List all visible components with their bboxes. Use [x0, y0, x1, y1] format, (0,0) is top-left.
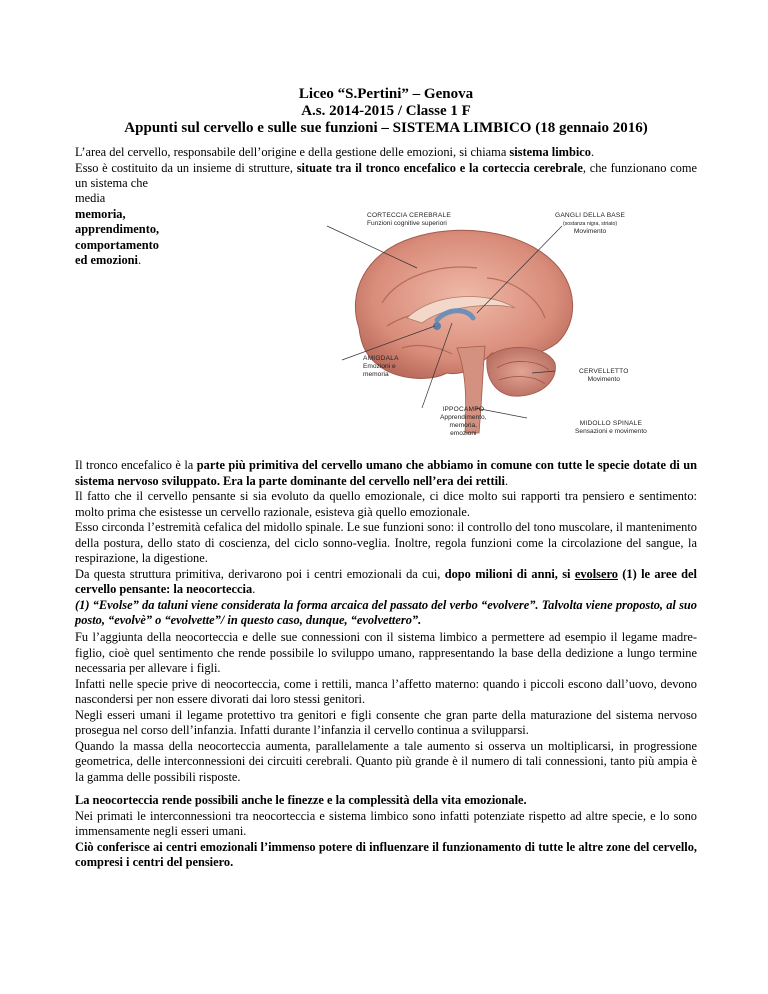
section-vita-emozionale — [75, 793, 697, 871]
paragraph-10: Nei primati le interconnessioni tra neocorteccia e sistema limbico sono infatti potenziate rispetto ad altre specie, e lo sono immensamente negli esseri umani. — [75, 808, 697, 838]
paragraph-11: Ciò conferisce ai centri emozionali l’immenso potere di influenzare il funzionamento di tutte le altre zone del cervello, compresi i centri del pensiero. — [75, 839, 697, 869]
label-corteccia: CORTECCIA CEREBRALE Funzioni cognitive superiori — [367, 212, 451, 227]
section-neocorteccia — [75, 630, 697, 785]
label-cervelletto: CERVELLETTO Movimento — [579, 368, 629, 383]
label-amigdala: AMIGDALA Emozioni e memoria — [363, 355, 399, 378]
intro-sentence-2: Esso è costituito da un insieme di strutture, situate tra il tronco encefalico e la corteccia cerebrale, che funzionano come un sistema che — [75, 160, 697, 190]
functions-list — [75, 191, 195, 269]
label-ippocampo: IPPOCAMPO Apprendimento, memoria, emozioni — [440, 406, 487, 437]
school-title: Liceo “S.Pertini” – Genova — [298, 86, 474, 102]
intro-sentence-1: L’area del cervello, responsabile dell’origine e della gestione delle emozioni, si chiama sistema limbico. — [75, 145, 595, 159]
footnote: (1) “Evolse” da taluni viene considerata la forma arcaica del passato del verbo “evolvere”. Talvolta viene proposto, al suo posto, “evolvè” o “evolvette”/ in questo caso, dunque, “evolvettero”. — [75, 597, 697, 627]
media-word: media — [75, 191, 106, 205]
class-title: A.s. 2014-2015 / Classe 1 F — [301, 103, 471, 119]
paragraph-6: Infatti nelle specie prive di neocorteccia, come i rettili, manca l’affetto materno: quando i piccoli escono dall’uovo, devono nascondersi per non essere divorati dai loro stessi genitori. — [75, 676, 697, 706]
label-gangli: GANGLI DELLA BASE (sostanza nigra, striato) Movimento — [555, 212, 626, 235]
paragraph-5: Fu l’aggiunta della neocorteccia e delle sue connessioni con il sistema limbico a permettere ad esempio il legame madre-figlio, cioè quel sentimento che rende possibile lo sviluppo umano, rappresentando la base della dedizione a lungo termine necessaria per allevare i figli. — [75, 630, 697, 675]
function-memoria: memoria, — [75, 206, 126, 221]
paragraph-4: Da questa struttura primitiva, derivarono poi i centri emozionali da cui, dopo milioni di anni, si evolsero (1) le aree del cervello pensante: la neocorteccia. — [75, 566, 697, 596]
intro-paragraph — [75, 145, 697, 192]
function-comportamento: comportamento — [75, 237, 159, 252]
paragraph-9: La neocorteccia rende possibili anche le finezze e la complessità della vita emozionale. — [75, 793, 527, 807]
paragraph-3: Esso circonda l’estremità cefalica del midollo spinale. Le sue funzioni sono: il controllo del tono muscolare, il mantenimento della postura, dello stato di coscienza, del ciclo sonno-veglia. Inoltre, regola funzioni come la circolazione del sangue, la respirazione, la digestione. — [75, 520, 697, 565]
paragraph-1: Il tronco encefalico è la parte più primitiva del cervello umano che abbiamo in comune con tutte le specie dotate di un sistema nervoso sviluppato. Era la parte dominante del cervello nell’era dei rettili. — [75, 458, 697, 488]
brain-diagram — [287, 208, 647, 442]
function-emozioni: ed emozioni. — [75, 253, 142, 267]
section-tronco-encefalico — [75, 458, 697, 629]
function-apprendimento: apprendimento, — [75, 222, 160, 236]
paragraph-8: Quando la massa della neocorteccia aumenta, parallelamente a tale aumento si osserva un moltiplicarsi, in progressione geometrica, delle interconnessioni dei circuiti cerebrali. Quanto più grande è il numero di tali connessioni, tanto più ampia è la gamma delle possibili risposte. — [75, 738, 697, 784]
paragraph-7: Negli esseri umani il legame protettivo tra genitori e figli consente che gran parte della maturazione del sistema nervoso prosegua nel corso dell’infanzia. Infatti durante l’infanzia il cervello continua a svilupparsi. — [75, 707, 697, 737]
document-title: Appunti sul cervello e sulle sue funzioni – SISTEMA LIMBICO (18 gennaio 2016) — [124, 120, 648, 136]
label-midollo: MIDOLLO SPINALE Sensazioni e movimento — [575, 420, 647, 435]
paragraph-2: Il fatto che il cervello pensante si sia evoluto da quello emozionale, ci dice molto sui rapporti tra pensiero e sentimento: molto prima che esistesse un cervello razionale, esisteva già quello emozionale. — [75, 489, 697, 519]
